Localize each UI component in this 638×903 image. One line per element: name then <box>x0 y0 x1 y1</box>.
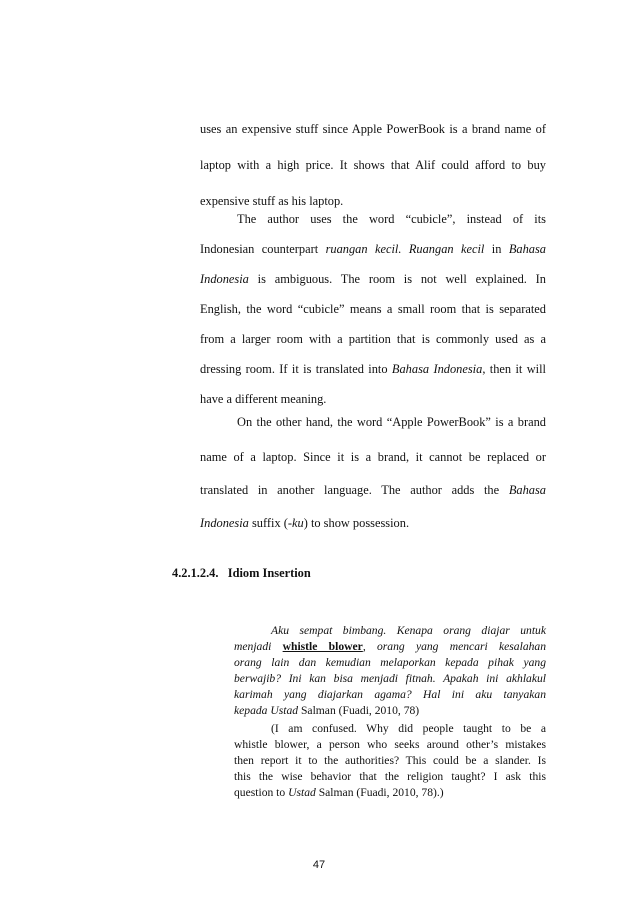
text-line <box>200 515 546 531</box>
text-span: laptop with a high price. It shows that Alif could afford to buy <box>200 158 546 172</box>
quote-line <box>234 737 546 753</box>
text-line <box>200 271 546 287</box>
text-span: berwajib? Ini kan bisa menjadi fitnah. Apakah ini akhlakul <box>234 672 546 685</box>
text-span: dressing room. If it is translated into <box>200 362 392 376</box>
text-span: orang lain dan kemudian melaporkan kepada pihak yang <box>234 656 546 669</box>
section-heading <box>172 565 311 581</box>
quote-line <box>234 639 546 655</box>
italic-term: -ku <box>287 516 304 530</box>
italic-term: Indonesia <box>200 272 249 286</box>
italic-term: ruangan kecil. Ruangan kecil <box>325 242 485 256</box>
text-span: (I am confused. Why did people taught to be a <box>271 722 546 735</box>
text-line <box>200 193 546 209</box>
section-number: 4.2.1.2.4. <box>172 566 219 580</box>
italic-term: Ustad <box>288 786 316 799</box>
text-span: ) to show possession. <box>303 516 410 530</box>
italic-term: Bahasa <box>508 242 546 256</box>
text-span: Aku sempat bimbang. Kenapa orang diajar untuk <box>271 624 546 637</box>
page-number: 47 <box>312 859 326 871</box>
text-span: suffix ( <box>248 516 288 530</box>
text-span: , then it will <box>482 362 547 376</box>
text-line <box>200 482 546 498</box>
quote-line <box>234 703 546 719</box>
italic-term: Indonesia <box>200 516 249 530</box>
text-line <box>200 157 546 173</box>
italic-term: kepada Ustad <box>234 704 299 717</box>
quote-line <box>234 785 546 801</box>
italic-term: Bahasa <box>508 483 546 497</box>
text-span: , orang yang mencari kesalahan <box>362 640 547 653</box>
text-span: English, the word “cubicle” means a small room that is separated <box>200 302 546 316</box>
italic-term: Bahasa Indonesia <box>391 362 483 376</box>
text-span: karimah yang diajarkan agama? Hal ini aku tanyakan <box>234 688 546 701</box>
idiom-highlight: whistle blower <box>282 640 363 653</box>
text-span: have a different meaning. <box>200 392 327 406</box>
text-line <box>200 121 546 137</box>
text-span: On the other hand, the word “Apple PowerBook” is a brand <box>237 415 546 429</box>
text-span: The author uses the word “cubicle”, instead of its <box>237 212 546 226</box>
text-span: translated in another language. The author adds the <box>200 483 509 497</box>
text-span: name of a laptop. Since it is a brand, it cannot be replaced or <box>200 450 546 464</box>
text-line <box>237 211 546 227</box>
citation: Salman (Fuadi, 2010, 78).) <box>315 786 444 799</box>
text-span: question to <box>234 786 289 799</box>
text-line <box>200 241 546 257</box>
text-span: whistle blower, a person who seeks around other’s mistakes <box>234 738 546 751</box>
citation: Salman (Fuadi, 2010, 78) <box>298 704 420 717</box>
quote-line <box>234 655 546 671</box>
text-span: in <box>484 242 509 256</box>
quote-line <box>234 769 546 785</box>
text-span: from a larger room with a partition that is commonly used as a <box>200 332 546 346</box>
text-line <box>200 331 546 347</box>
quote-line <box>271 721 546 737</box>
text-line <box>200 449 546 465</box>
text-line <box>237 414 546 430</box>
text-span: this the wise behavior that the religion taught? I ask this <box>234 770 546 783</box>
text-span: then report it to the authorities? This could be a slander. Is <box>234 754 546 767</box>
quote-line <box>234 671 546 687</box>
quote-line <box>234 687 546 703</box>
text-span: uses an expensive stuff since Apple PowerBook is a brand name of <box>200 122 546 136</box>
quote-line <box>234 753 546 769</box>
text-line <box>200 391 546 407</box>
text-span: is ambiguous. The room is not well explained. In <box>248 272 546 286</box>
text-line <box>200 301 546 317</box>
text-span: Indonesian counterpart <box>200 242 326 256</box>
quote-line <box>271 623 546 639</box>
text-span: menjadi <box>234 640 283 653</box>
text-span: expensive stuff as his laptop. <box>200 194 344 208</box>
section-title: Idiom Insertion <box>227 566 311 580</box>
text-line <box>200 361 546 377</box>
